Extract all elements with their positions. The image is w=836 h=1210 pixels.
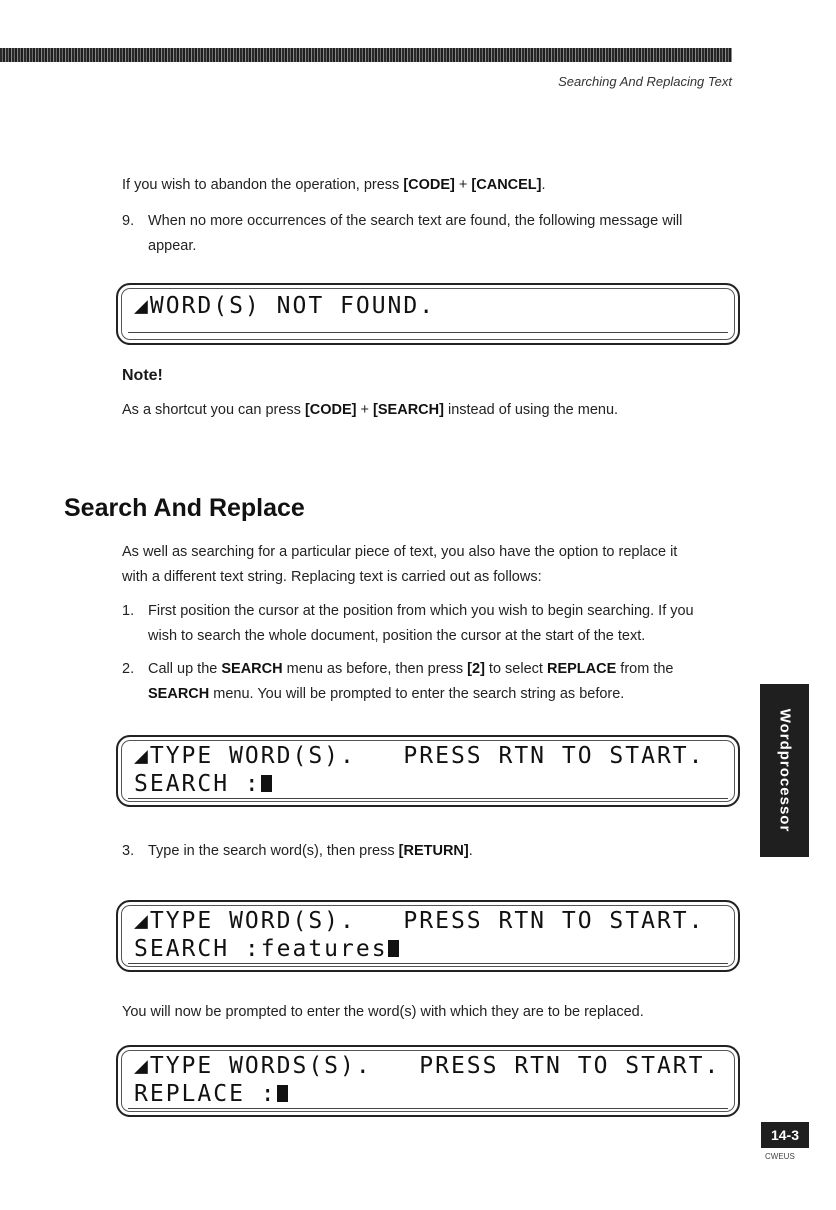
step-3 [122, 839, 742, 864]
lcd-search-filled [116, 900, 740, 972]
text: to select [484, 661, 547, 677]
lcd-prompt-text: SEARCH :features [134, 936, 388, 962]
cancel-text: If you wish to abandon the operation, press [122, 177, 404, 193]
paragraph-line1: As well as searching for a particular piece of text, you also have the option to replace it [122, 544, 678, 560]
footer-mark: CWEUS [765, 1152, 795, 1161]
step-number: 9. [122, 213, 135, 229]
step-text-line1 [148, 657, 673, 682]
step-text-line1: When no more occurrences of the search text are found, the following message will [148, 213, 683, 229]
menu-replace: REPLACE [546, 661, 617, 677]
note-text-end: instead of using the menu. [443, 402, 619, 418]
cancel-instruction [122, 173, 546, 198]
chapter-tab [760, 684, 809, 857]
plus-sign: + [356, 402, 374, 418]
plus-sign: + [454, 177, 472, 193]
step-number: 1. [122, 603, 135, 619]
section-paragraph [122, 540, 742, 590]
step-text-line2: wish to search the whole document, position the cursor at the start of the text. [148, 628, 646, 644]
text: Call up the [148, 661, 222, 677]
text: menu. You will be prompted to enter the search string as before. [209, 686, 625, 702]
key-cancel: [CANCEL] [471, 177, 542, 193]
lcd-rule [128, 332, 728, 333]
note-heading: Note! [122, 367, 163, 384]
step-1 [122, 599, 742, 649]
lcd-rule [128, 798, 728, 799]
key-code: [CODE] [403, 177, 455, 193]
lcd-search-prompt [116, 735, 740, 807]
text: menu as before, then press [282, 661, 468, 677]
key-2: [2] [467, 661, 485, 677]
step-text-line1 [148, 839, 473, 864]
step-text-line2 [148, 682, 624, 707]
lcd-prompt-text: SEARCH : [134, 771, 261, 797]
lcd-line-1: ◢WORD(S) NOT FOUND. [134, 293, 436, 319]
lcd-rule [128, 963, 728, 964]
chapter-tab-label: Wordprocessor [776, 708, 793, 833]
text: Type in the search word(s), then press [148, 843, 399, 859]
cancel-period: . [541, 177, 546, 193]
lcd-line-1: ◢TYPE WORD(S). PRESS RTN TO START. [134, 908, 705, 934]
lcd-line-2 [134, 771, 272, 797]
menu-search: SEARCH [221, 661, 283, 677]
step-text-line2: appear. [148, 238, 197, 254]
page-number: 14-3 [761, 1122, 809, 1148]
replace-instruction: You will now be prompted to enter the word(s) with which they are to be replaced. [122, 1004, 644, 1020]
step-9 [122, 209, 742, 259]
step-number: 2. [122, 661, 135, 677]
paragraph-line2: with a different text string. Replacing text is carried out as follows: [122, 569, 542, 585]
step-text-line1: First position the cursor at the position from which you wish to begin searching. If you [148, 603, 694, 619]
lcd-line-2 [134, 936, 399, 962]
menu-search: SEARCH [148, 686, 210, 702]
lcd-prompt-text: REPLACE : [134, 1081, 277, 1107]
text: . [468, 843, 473, 859]
section-heading: Search And Replace [64, 494, 305, 522]
running-head: Searching And Replacing Text [558, 74, 732, 89]
step-2 [122, 657, 742, 707]
lcd-line-1: ◢TYPE WORD(S). PRESS RTN TO START. [134, 743, 705, 769]
text: from the [616, 661, 674, 677]
lcd-line-2 [134, 1081, 288, 1107]
cursor-block [277, 1085, 288, 1102]
key-search: [SEARCH] [373, 402, 444, 418]
key-code: [CODE] [304, 402, 357, 418]
note-text-start: As a shortcut you can press [122, 402, 305, 418]
lcd-line-1: ◢TYPE WORDS(S). PRESS RTN TO START. [134, 1053, 721, 1079]
header-rule [0, 48, 732, 62]
lcd-rule [128, 1108, 728, 1109]
step-number: 3. [122, 843, 135, 859]
lcd-replace-prompt [116, 1045, 740, 1117]
cursor-block [261, 775, 272, 792]
cursor-block [388, 940, 399, 957]
key-return: [RETURN] [398, 843, 469, 859]
lcd-not-found-display [116, 283, 740, 345]
note-text [122, 398, 618, 423]
